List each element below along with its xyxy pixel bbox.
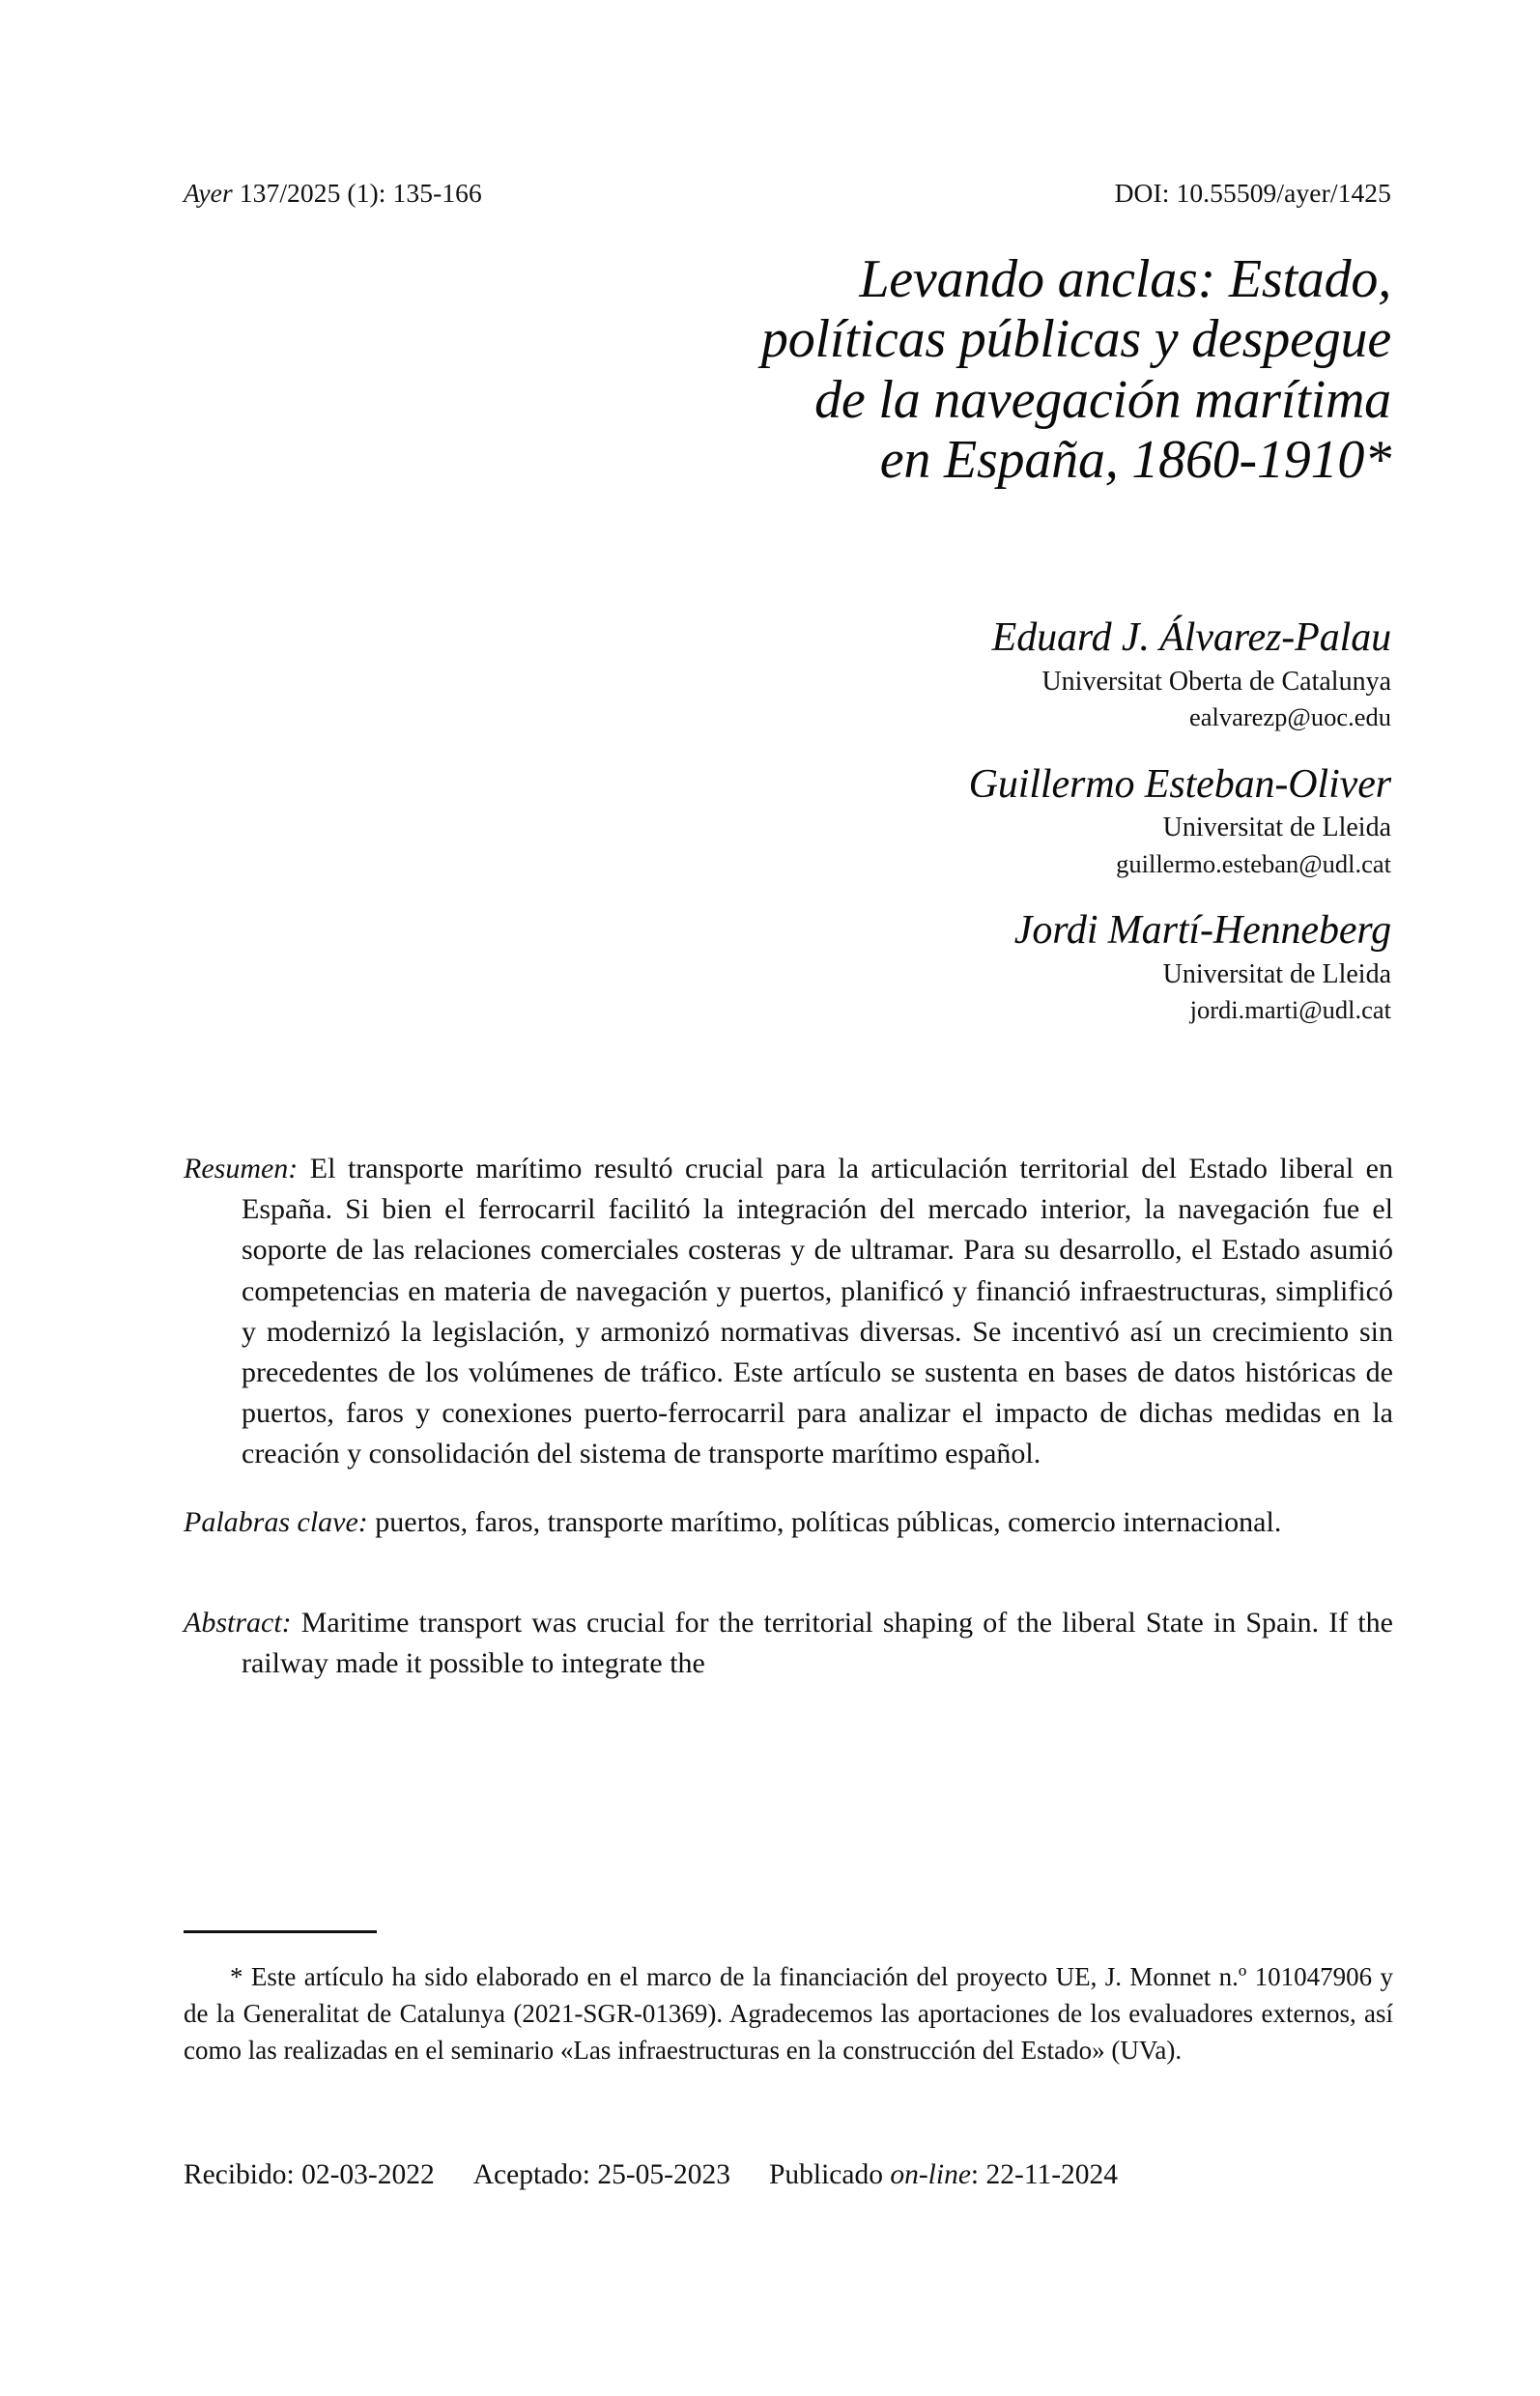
date-published-emphasis: on-line: [890, 2159, 971, 2190]
title-line-4: en España, 1860-1910*: [879, 430, 1391, 491]
title-line-3: de la navegación marítima: [814, 369, 1391, 430]
footnote-block: [184, 1930, 1393, 2068]
abstract-english-label: Abstract:: [184, 1606, 292, 1639]
author-affiliation: Universitat de Lleida: [1162, 958, 1391, 989]
author-affiliation: Universitat Oberta de Catalunya: [1041, 666, 1391, 697]
abstract-spanish-label: Resumen:: [184, 1153, 299, 1184]
author-name: Guillermo Esteban-Oliver: [968, 761, 1391, 807]
author-entry: [184, 907, 1391, 1027]
keywords-spanish-text: puertos, faros, transporte marítimo, políticas públicas, comercio internacional.: [367, 1505, 1282, 1538]
abstract-english: [184, 1603, 1393, 1684]
abstract-spanish: [184, 1149, 1393, 1475]
keywords-spanish-label: Palabras clave:: [184, 1505, 368, 1538]
date-published-prefix: Publicado: [768, 2159, 891, 2190]
journal-reference: [184, 177, 482, 209]
abstract-spanish-text: El transporte marítimo resultó crucial para la articulación territorial del Estado liberal en España. Si bien el ferrocarril facilitó la integración del mercado interior, la navegación fue el soporte de las relaciones comerciales costeras y de ultramar. Para su desarrollo, el Estado asumió competencias en materia de navegación y puertos, planificó y financió infraestructuras, simplificó y modernizó la legislación, y armonizó normativas diversas. Se incentivó así un crecimiento sin precedentes de los volúmenes de tráfico. Este artículo se sustenta en bases de datos históricas de puertos, faros y conexiones puerto-ferrocarril para analizar el impacto de dichas medidas en la creación y consolidación del sistema de transporte marítimo español.: [242, 1153, 1393, 1470]
article-title: [184, 249, 1391, 491]
author-name: Jordi Martí-Henneberg: [1013, 908, 1391, 954]
title-line-2: políticas públicas y despegue: [760, 309, 1391, 370]
title-block: [184, 249, 1391, 491]
title-line-1: Levando anclas: Estado,: [859, 249, 1391, 309]
author-email[interactable]: jordi.marti@udl.cat: [1189, 995, 1391, 1025]
abstract-section: [184, 1149, 1393, 1684]
date-published-suffix: : 22-11-2024: [970, 2159, 1119, 2190]
author-entry: [184, 761, 1391, 881]
author-email[interactable]: ealvarezp@uoc.edu: [1188, 702, 1391, 732]
journal-name: Ayer: [184, 178, 233, 208]
footnote-separator-rule: [184, 1930, 377, 1933]
keywords-spanish: [184, 1502, 1393, 1543]
publication-dates: [184, 2156, 1393, 2193]
date-received: Recibido: 02-03-2022: [184, 2159, 435, 2190]
journal-issue-pages: 137/2025 (1): 135-166: [232, 178, 482, 208]
date-accepted: Aceptado: 25-05-2023: [472, 2159, 730, 2190]
running-head: [184, 177, 1391, 209]
footnote-text: * Este artículo ha sido elaborado en el marco de la financiación del proyecto UE, J. Monnet n.º 101047906 y de la Generalitat de Catalunya (2021-SGR-01369). Agradecemos las aportaciones de los evaluadores externos, así como las realizadas en el seminario «Las infraestructuras en la construcción del Estado» (UVa).: [184, 1962, 1393, 2065]
abstract-english-text: Maritime transport was crucial for the territorial shaping of the liberal State in Spain. If the railway made it possible to integrate the: [242, 1606, 1393, 1680]
author-entry: [184, 614, 1391, 734]
doi-text[interactable]: DOI: 10.55509/ayer/1425: [1114, 178, 1391, 208]
author-email[interactable]: guillermo.esteban@udl.cat: [1116, 848, 1391, 878]
author-list: [184, 614, 1391, 1035]
date-published: [769, 2159, 1118, 2190]
author-affiliation: Universitat de Lleida: [1162, 813, 1391, 843]
author-name: Eduard J. Álvarez-Palau: [991, 615, 1391, 660]
